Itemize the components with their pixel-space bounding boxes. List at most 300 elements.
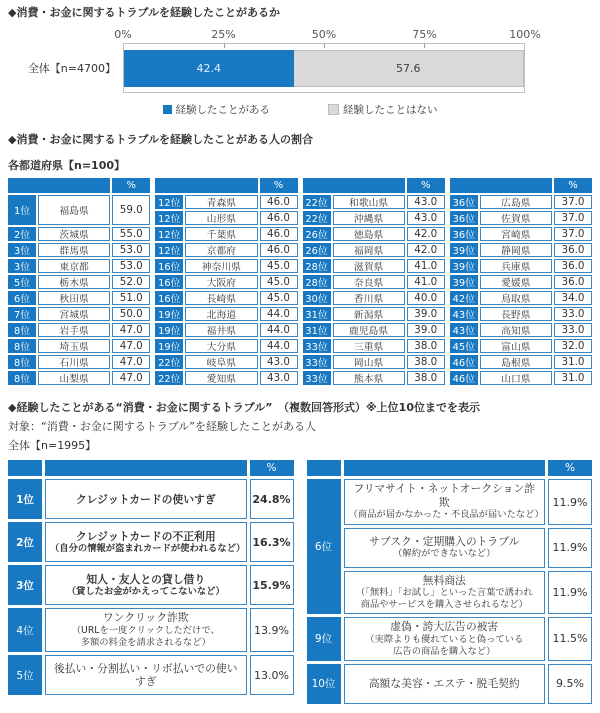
rank-cell: 12位: [155, 195, 183, 209]
prefecture-name-cell: 秋田県: [38, 291, 110, 305]
percentage-cell: 37.0: [554, 195, 592, 209]
prefecture-name-cell: 群馬県: [38, 243, 110, 257]
legend-label: 経験したことがある: [175, 104, 270, 117]
prefecture-name-cell: 長野県: [480, 307, 552, 321]
trouble-title: 知人・友人との貸し借り: [86, 572, 206, 586]
prefecture-row: [303, 227, 445, 241]
prefecture-row: [303, 339, 445, 353]
trouble-rank-group: [8, 655, 294, 695]
prefecture-table-column: [8, 178, 150, 387]
rank-cell: 28位: [303, 259, 331, 273]
prefecture-row: [450, 355, 592, 369]
percentage-cell: 43.0: [260, 355, 298, 369]
chart-row: [8, 43, 592, 93]
percentage-cell: 43.0: [407, 211, 445, 225]
prefecture-row: [8, 259, 150, 273]
axis-tick-mark: [224, 43, 225, 48]
trouble-item-row: [344, 528, 593, 568]
prefecture-row: [8, 195, 150, 225]
prefecture-name-cell: 大阪府: [185, 275, 257, 289]
header-spacer-cell: [155, 178, 257, 193]
rank-cell: 19位: [155, 323, 183, 337]
rank-cell: 7位: [8, 307, 36, 321]
prefecture-row: [303, 243, 445, 257]
header-percent-cell: %: [554, 178, 592, 193]
percentage-cell: 46.0: [260, 243, 298, 257]
prefecture-name-cell: 大分県: [185, 339, 257, 353]
prefecture-name-cell: 佐賀県: [480, 211, 552, 225]
bar-value-not-experienced: 57.6: [396, 61, 421, 75]
axis-tick-mark: [424, 43, 425, 48]
trouble-item-row: [45, 479, 294, 519]
prefecture-row: [303, 323, 445, 337]
rank-cell: 6位: [8, 291, 36, 305]
legend-swatch-icon: [163, 105, 172, 114]
percentage-cell: 44.0: [260, 339, 298, 353]
percentage-cell: 41.0: [407, 275, 445, 289]
percentage-cell: 11.9%: [548, 571, 592, 615]
prefecture-row: [450, 243, 592, 257]
prefecture-row: [450, 275, 592, 289]
bar-value-experienced: 42.4: [196, 61, 222, 75]
percentage-cell: 36.0: [554, 243, 592, 257]
prefecture-row: [155, 211, 297, 225]
prefecture-row: [450, 339, 592, 353]
rank-cell: 12位: [155, 211, 183, 225]
trouble-group-items: [45, 608, 294, 652]
rank-cell: 8位: [8, 355, 36, 369]
percentage-cell: 43.0: [260, 371, 298, 385]
trouble-table-grid: [8, 460, 592, 706]
percentage-cell: 31.0: [554, 355, 592, 369]
prefecture-row: [450, 259, 592, 273]
trouble-table-header: [8, 460, 294, 476]
prefecture-row: [8, 371, 150, 385]
section-experience-chart: [8, 6, 592, 117]
prefecture-name-cell: 北海道: [185, 307, 257, 321]
trouble-title: ワンクリック詐欺: [102, 611, 189, 625]
trouble-title: フリマサイト・ネットオークション詐欺: [353, 482, 536, 509]
header-percent-cell: %: [250, 460, 294, 476]
trouble-item-row: [45, 655, 294, 695]
trouble-rank-group: [8, 565, 294, 605]
prefecture-table-header: [303, 178, 445, 193]
trouble-text-cell: [45, 522, 247, 562]
percentage-cell: 38.0: [407, 339, 445, 353]
trouble-title: クレジットカードの不正利用: [75, 529, 216, 543]
prefecture-row: [450, 211, 592, 225]
percentage-cell: 43.0: [407, 195, 445, 209]
trouble-rank-group: [8, 522, 294, 562]
prefecture-name-cell: 福島県: [38, 195, 110, 225]
percentage-cell: 39.0: [407, 323, 445, 337]
rank-cell: 33位: [303, 339, 331, 353]
rank-cell: 36位: [450, 227, 478, 241]
trouble-subtexts: [50, 543, 246, 555]
prefecture-name-cell: 香川県: [333, 291, 405, 305]
prefecture-row: [8, 355, 150, 369]
x-axis: [114, 28, 541, 43]
prefecture-name-cell: 富山県: [480, 339, 552, 353]
trouble-item-row: [344, 571, 593, 615]
trouble-subtext: （実際よりも優れていると偽っている: [365, 633, 524, 645]
trouble-rank-group: [307, 617, 593, 661]
prefecture-name-cell: 山梨県: [38, 371, 110, 385]
percentage-cell: 38.0: [407, 355, 445, 369]
prefecture-table-grid: [8, 178, 592, 387]
prefecture-row: [155, 259, 297, 273]
rank-cell: 28位: [303, 275, 331, 289]
trouble-title: 虚偽・誇大広告の被害: [390, 620, 499, 634]
header-spacer-cell: [344, 460, 546, 476]
trouble-subtexts: [67, 586, 225, 598]
percentage-cell: 40.0: [407, 291, 445, 305]
trouble-title: 高額な美容・エステ・脱毛契約: [368, 677, 520, 691]
header-spacer-cell: [303, 178, 405, 193]
rank-cell: 2位: [8, 522, 42, 562]
axis-tick-label: 75%: [412, 28, 437, 42]
percentage-cell: 41.0: [407, 259, 445, 273]
prefecture-row: [155, 323, 297, 337]
rank-cell: 22位: [303, 211, 331, 225]
axis-tick-label: 0%: [114, 28, 132, 42]
header-rank-spacer-cell: [307, 460, 341, 476]
trouble-subtext: 広告の商品を購入など）: [393, 645, 496, 657]
rank-cell: 6位: [307, 479, 341, 614]
rank-cell: 12位: [155, 227, 183, 241]
prefecture-row: [450, 195, 592, 209]
prefecture-row: [450, 371, 592, 385]
trouble-title: 無料商法: [422, 573, 466, 587]
header-spacer-cell: [8, 178, 110, 193]
percentage-cell: 11.9%: [548, 479, 592, 524]
prefecture-rows: [450, 195, 592, 385]
trouble-text-cell: [344, 479, 546, 524]
percentage-cell: 38.0: [407, 371, 445, 385]
trouble-rank-group: [307, 479, 593, 614]
prefecture-name-cell: 沖縄県: [333, 211, 405, 225]
prefecture-name-cell: 広島県: [480, 195, 552, 209]
trouble-subtext: （自分の情報が盗まれカードが使われるなど）: [50, 543, 246, 555]
prefecture-rows: [8, 195, 150, 385]
prefecture-name-cell: 石川県: [38, 355, 110, 369]
prefecture-name-cell: 福井県: [185, 323, 257, 337]
percentage-cell: 46.0: [260, 227, 298, 241]
trouble-subtext: （商品が届かなかった・不良品が届いたなど）: [348, 509, 544, 521]
trouble-text-cell: [344, 528, 546, 568]
prefecture-name-cell: 岩手県: [38, 323, 110, 337]
percentage-cell: 47.0: [112, 371, 150, 385]
rank-cell: 30位: [303, 291, 331, 305]
section-title-trouble: ◆経験したことがある“消費・お金に関するトラブル” （複数回答形式）※上位10位までを表示: [8, 400, 480, 414]
percentage-cell: 13.0%: [250, 655, 294, 695]
trouble-rank-group: [307, 664, 593, 704]
rank-cell: 26位: [303, 227, 331, 241]
prefecture-table-column: [303, 178, 445, 387]
percentage-cell: 51.0: [112, 291, 150, 305]
section-title-prefecture: ◆消費・お金に関するトラブルを経験したことがある人の割合: [8, 133, 314, 147]
stacked-bar-chart: [8, 28, 592, 117]
trouble-item-row: [344, 479, 593, 524]
percentage-cell: 53.0: [112, 243, 150, 257]
trouble-subtexts: [365, 634, 523, 658]
rank-cell: 36位: [450, 211, 478, 225]
rank-cell: 19位: [155, 339, 183, 353]
percentage-cell: 9.5%: [548, 664, 592, 704]
rank-cell: 31位: [303, 307, 331, 321]
percentage-cell: 53.0: [112, 259, 150, 273]
trouble-subtexts: [393, 548, 495, 560]
percentage-cell: 36.0: [554, 275, 592, 289]
prefecture-row: [8, 243, 150, 257]
rank-cell: 5位: [8, 655, 42, 695]
rank-cell: 5位: [8, 275, 36, 289]
prefecture-row: [303, 195, 445, 209]
trouble-text-cell: [344, 617, 546, 661]
prefecture-row: [8, 275, 150, 289]
prefecture-name-cell: 和歌山県: [333, 195, 405, 209]
trouble-text-cell: [45, 565, 247, 605]
rank-cell: 46位: [450, 355, 478, 369]
rank-cell: 39位: [450, 243, 478, 257]
prefecture-name-cell: 鹿児島県: [333, 323, 405, 337]
rank-cell: 45位: [450, 339, 478, 353]
percentage-cell: 33.0: [554, 323, 592, 337]
prefecture-row: [303, 307, 445, 321]
header-percent-cell: %: [260, 178, 298, 193]
prefecture-row: [8, 291, 150, 305]
trouble-text-cell: [344, 571, 546, 615]
axis-tick-mark: [324, 43, 325, 48]
percentage-cell: 52.0: [112, 275, 150, 289]
percentage-cell: 16.3%: [250, 522, 294, 562]
rank-cell: 22位: [155, 355, 183, 369]
rank-cell: 22位: [303, 195, 331, 209]
percentage-cell: 11.5%: [548, 617, 592, 661]
trouble-item-row: [344, 664, 593, 704]
prefecture-row: [155, 195, 297, 209]
bar-segment-not-experienced: [294, 50, 524, 87]
rank-cell: 8位: [8, 371, 36, 385]
prefecture-table-column: [450, 178, 592, 387]
prefecture-name-cell: 高知県: [480, 323, 552, 337]
rank-cell: 16位: [155, 259, 183, 273]
trouble-subtext: （「無料」「お試し」といった言葉で誘われ: [355, 587, 533, 599]
trouble-group-items: [344, 617, 593, 661]
trouble-text-cell: [344, 664, 546, 704]
percentage-cell: 59.0: [112, 195, 150, 225]
rank-cell: 39位: [450, 259, 478, 273]
prefecture-sample-label: 各都道府県【n=100】: [8, 158, 126, 172]
prefecture-name-cell: 京都府: [185, 243, 257, 257]
prefecture-name-cell: 山形県: [185, 211, 257, 225]
rank-cell: 3位: [8, 565, 42, 605]
prefecture-row: [155, 227, 297, 241]
prefecture-name-cell: 青森県: [185, 195, 257, 209]
trouble-subtext: 商品やサービスを購入させられるなど）: [360, 599, 528, 611]
prefecture-row: [303, 259, 445, 273]
percentage-cell: 45.0: [260, 259, 298, 273]
prefecture-row: [155, 371, 297, 385]
trouble-rank-group: [8, 608, 294, 652]
header-rank-spacer-cell: [8, 460, 42, 476]
section-title-experience: ◆消費・お金に関するトラブルを経験したことがあるか: [8, 6, 281, 19]
percentage-cell: 46.0: [260, 211, 298, 225]
percentage-cell: 34.0: [554, 291, 592, 305]
prefecture-table-header: [8, 178, 150, 193]
percentage-cell: 45.0: [260, 275, 298, 289]
header-percent-cell: %: [112, 178, 150, 193]
rank-cell: 19位: [155, 307, 183, 321]
rank-cell: 16位: [155, 291, 183, 305]
percentage-cell: 46.0: [260, 195, 298, 209]
prefecture-row: [303, 211, 445, 225]
prefecture-row: [8, 323, 150, 337]
prefecture-name-cell: 山口県: [480, 371, 552, 385]
rank-cell: 26位: [303, 243, 331, 257]
rank-cell: 31位: [303, 323, 331, 337]
header-spacer-cell: [450, 178, 552, 193]
chart-row-label: 全体【n=4700】: [27, 62, 116, 76]
percentage-cell: 45.0: [260, 291, 298, 305]
rank-cell: 8位: [8, 339, 36, 353]
percentage-cell: 37.0: [554, 211, 592, 225]
chart-legend: [8, 102, 592, 117]
legend-label: 経験したことはない: [343, 104, 438, 117]
trouble-rank-group: [8, 479, 294, 519]
header-percent-cell: %: [407, 178, 445, 193]
prefecture-row: [155, 291, 297, 305]
percentage-cell: 24.8%: [250, 479, 294, 519]
trouble-group-items: [45, 565, 294, 605]
prefecture-table-header: [450, 178, 592, 193]
axis-tick-label: 25%: [211, 28, 236, 42]
percentage-cell: 47.0: [112, 323, 150, 337]
percentage-cell: 13.9%: [250, 608, 294, 652]
percentage-cell: 39.0: [407, 307, 445, 321]
trouble-sample-label: 全体【n=1995】: [8, 439, 97, 453]
prefecture-row: [8, 307, 150, 321]
bar-segment-experienced: [124, 50, 294, 87]
prefecture-row: [450, 307, 592, 321]
rank-cell: 10位: [307, 664, 341, 704]
trouble-subtext: （貸したお金がかえってこないなど）: [66, 586, 225, 598]
trouble-text-cell: [45, 608, 247, 652]
rank-cell: 39位: [450, 275, 478, 289]
prefecture-name-cell: 鳥取県: [480, 291, 552, 305]
trouble-subtexts: [348, 509, 544, 521]
percentage-cell: 31.0: [554, 371, 592, 385]
prefecture-row: [155, 307, 297, 321]
trouble-item-row: [45, 522, 294, 562]
trouble-group-items: [45, 479, 294, 519]
trouble-text-cell: [45, 479, 247, 519]
trouble-subtext: （解約ができないなど）: [393, 548, 496, 560]
rank-cell: 16位: [155, 275, 183, 289]
prefecture-row: [303, 275, 445, 289]
trouble-table-header: [307, 460, 593, 476]
prefecture-row: [155, 243, 297, 257]
prefecture-name-cell: 栃木県: [38, 275, 110, 289]
percentage-cell: 37.0: [554, 227, 592, 241]
prefecture-table-header: [155, 178, 297, 193]
prefecture-name-cell: 神奈川県: [185, 259, 257, 273]
prefecture-row: [303, 291, 445, 305]
trouble-item-row: [344, 617, 593, 661]
prefecture-row: [450, 291, 592, 305]
percentage-cell: 42.0: [407, 227, 445, 241]
rank-cell: 36位: [450, 195, 478, 209]
prefecture-name-cell: 島根県: [480, 355, 552, 369]
percentage-cell: 15.9%: [250, 565, 294, 605]
trouble-group-items: [344, 664, 593, 704]
rank-cell: 3位: [8, 243, 36, 257]
prefecture-name-cell: 徳島県: [333, 227, 405, 241]
prefecture-name-cell: 東京都: [38, 259, 110, 273]
percentage-cell: 32.0: [554, 339, 592, 353]
section-prefecture-ranking: [8, 133, 592, 386]
axis-tick-label: 100%: [509, 28, 541, 42]
percentage-cell: 11.9%: [548, 528, 592, 568]
rank-cell: 8位: [8, 323, 36, 337]
prefecture-name-cell: 熊本県: [333, 371, 405, 385]
prefecture-name-cell: 三重県: [333, 339, 405, 353]
prefecture-name-cell: 茨城県: [38, 227, 110, 241]
percentage-cell: 36.0: [554, 259, 592, 273]
prefecture-row: [303, 355, 445, 369]
rank-cell: 22位: [155, 371, 183, 385]
prefecture-row: [155, 339, 297, 353]
percentage-cell: 47.0: [112, 355, 150, 369]
prefecture-row: [303, 371, 445, 385]
percentage-cell: 44.0: [260, 323, 298, 337]
trouble-groups: [8, 479, 294, 695]
rank-cell: 3位: [8, 259, 36, 273]
trouble-title: サブスク・定期購入のトラブル: [369, 534, 520, 548]
trouble-title: クレジットカードの使いすぎ: [75, 492, 216, 506]
prefecture-row: [155, 355, 297, 369]
prefecture-name-cell: 埼玉県: [38, 339, 110, 353]
prefecture-row: [450, 227, 592, 241]
prefecture-row: [450, 323, 592, 337]
trouble-target-line: 対象：“消費・お金に関するトラブル”を経験したことがある人: [8, 419, 316, 433]
prefecture-rows: [303, 195, 445, 385]
trouble-table: [307, 460, 593, 706]
prefecture-name-cell: 宮城県: [38, 307, 110, 321]
percentage-cell: 44.0: [260, 307, 298, 321]
prefecture-name-cell: 滋賀県: [333, 259, 405, 273]
rank-cell: 1位: [8, 479, 42, 519]
prefecture-row: [8, 339, 150, 353]
prefecture-name-cell: 愛媛県: [480, 275, 552, 289]
trouble-subtext: 多額の料金を請求されるなど）: [80, 637, 211, 649]
header-spacer-cell: [45, 460, 247, 476]
prefecture-name-cell: 岡山県: [333, 355, 405, 369]
prefecture-row: [155, 275, 297, 289]
prefecture-name-cell: 愛知県: [185, 371, 257, 385]
trouble-item-row: [45, 608, 294, 652]
rank-cell: 4位: [8, 608, 42, 652]
prefecture-name-cell: 奈良県: [333, 275, 405, 289]
rank-cell: 1位: [8, 195, 36, 225]
trouble-group-items: [344, 479, 593, 614]
percentage-cell: 50.0: [112, 307, 150, 321]
plot-area: [123, 43, 525, 93]
rank-cell: 42位: [450, 291, 478, 305]
prefecture-name-cell: 福岡県: [333, 243, 405, 257]
percentage-cell: 47.0: [112, 339, 150, 353]
prefecture-name-cell: 千葉県: [185, 227, 257, 241]
